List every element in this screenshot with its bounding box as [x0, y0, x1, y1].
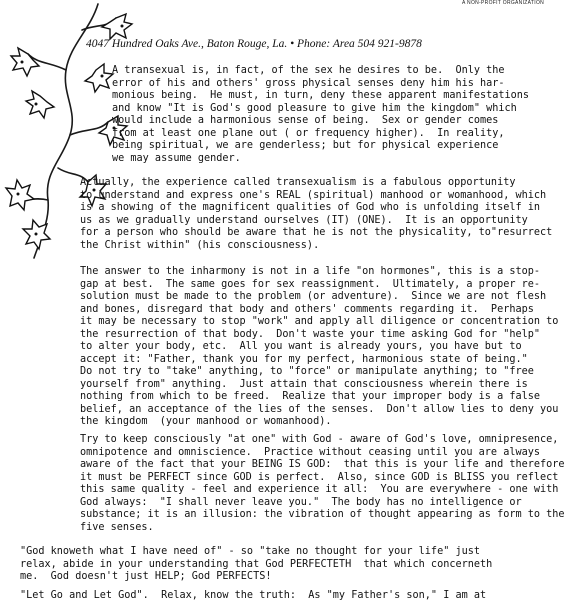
org-tagline: A NON-PROFIT ORGANIZATION: [462, 0, 545, 6]
body-paragraph-5: "God knoweth what I have need of" - so "take no thought for your life" just relax, abide in your understanding that God PERFECTETH that which concerneth me. God doesn't just HELP; God PERFECTS!: [20, 546, 493, 582]
letterhead-address: 4047 Hundred Oaks Ave., Baton Rouge, La. • Phone: Area 504 921-9878: [86, 38, 422, 50]
body-paragraph-6: "Let Go and Let God". Relax, know the truth: As "my Father's son," I am at: [20, 590, 487, 601]
body-paragraph-2: Actually, the experience called transexualism is a fabulous opportunity to understand and express one's REAL (spiritual) manhood or womanhood, which is a showing of the magnificent qualities of God who is unfolding itself in us as we gradually understand ourselves (IT) (ONE). It is an opportunity for a person who should be aware that he is not the physicality, to"resurrect the Christ within" (his consciousness).: [80, 177, 553, 251]
body-paragraph-4: Try to keep consciously "at one" with God - aware of God's love, omnipresence, omnipotence and omniscience. Practice without ceasing until you are always aware of the fact that your BEING IS GOD: that this is your life and therefore it must be PERFECT since GOD is perfect. Also, since GOD is BLISS you reflect this same quality - feel and experience it all: You are everywhere - one with God always: "I shall never leave you." The body has no intelligence or substance; it is an illusion: the vibration of thought appearing as form to the five senses.: [80, 434, 565, 533]
body-paragraph-1: A transexual is, in fact, of the sex he desires to be. Only the error of his and others' gross physical senses deny him his har- monious being. He must, in turn, deny these apparent manifestations and know "It is God's good pleasure to give him the kingdom" which would include a harmonious sense of being. Sex or gender comes from at least one plane out ( or frequency higher). In reality, being spiritual, we are genderless; but for physical experience we may assume gender.: [112, 65, 530, 164]
body-paragraph-3: The answer to the inharmony is not in a life "on hormones", this is a stop- gap at best. The same goes for sex reassignment. Ultimately, a proper re- solution must be made to the problem (or adventure). Since we are not flesh and bones, disregard that body and others' comments regarding it. Perhaps it may be necessary to stop "work" and apply all diligence or concentration to the resurrection of that body. Don't waste your time asking God for "help" to alter your body, etc. All you want is already yours, you have but to accept it: "Father, thank you for my perfect, harmonious state of being." Do not try to "take" anything, to "force" or manipulate anything; to "free yourself from" anything. Just attain that consciousness wherein there is nothing from which to be freed. Realize that your improper body is a false belief, an acceptance of the lies of the senses. Don't allow lies to deny you the kingdom (your manhood or womanhood).: [80, 266, 559, 427]
